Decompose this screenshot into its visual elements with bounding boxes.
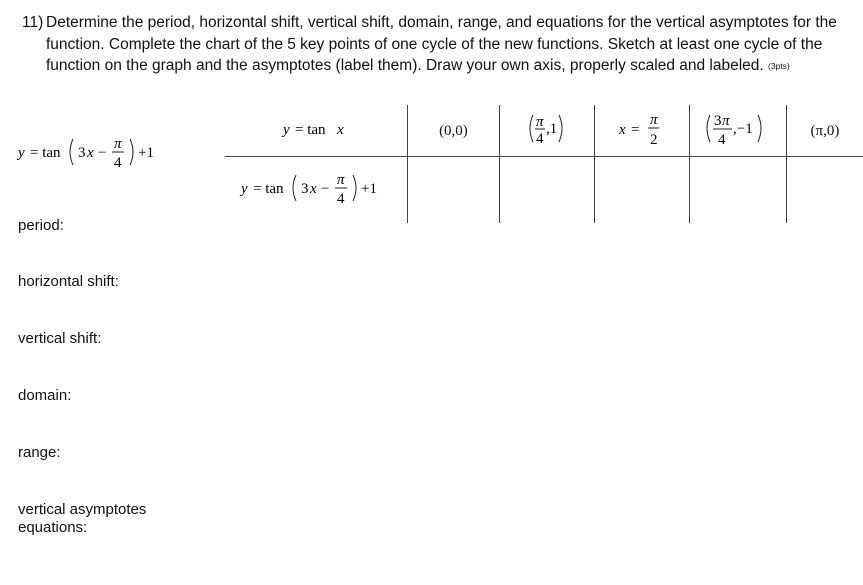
svg-text:4: 4 — [337, 190, 345, 207]
chart-col-4 — [689, 105, 786, 157]
svg-text:y: y — [241, 180, 248, 197]
svg-text:π: π — [649, 111, 658, 128]
chart-header-function — [225, 105, 408, 157]
svg-text:x: x — [337, 122, 344, 138]
svg-text:= tan: = tan — [253, 180, 284, 197]
period-label: period: — [18, 217, 64, 234]
svg-text:y: y — [18, 145, 25, 161]
svg-text:x: x — [87, 145, 94, 161]
chart-row-function — [225, 157, 408, 224]
svg-text:,−1: ,−1 — [732, 120, 753, 137]
key-points-chart — [225, 105, 863, 223]
chart-col-5: (π,0) — [786, 105, 863, 157]
chart-cell-3[interactable] — [594, 157, 689, 224]
svg-text:4: 4 — [114, 155, 122, 171]
svg-text:4: 4 — [535, 130, 544, 147]
svg-text:3: 3 — [713, 112, 722, 129]
chart-col-1: (0,0) — [408, 105, 500, 157]
asymptotes-label — [18, 501, 146, 537]
svg-text:y: y — [283, 122, 290, 138]
svg-text:π: π — [337, 171, 345, 188]
svg-text:3: 3 — [78, 145, 86, 161]
svg-text:= tan: = tan — [295, 122, 326, 138]
horizontal-shift-label: horizontal shift: — [18, 273, 119, 290]
svg-text:x: x — [618, 121, 626, 138]
svg-text:+1: +1 — [361, 180, 377, 197]
svg-text:2: 2 — [649, 131, 658, 148]
chart-col-2 — [499, 105, 594, 157]
chart-cell-4[interactable] — [689, 157, 786, 224]
vertical-shift-label: vertical shift: — [18, 330, 102, 347]
svg-text:=: = — [630, 121, 640, 138]
domain-label: domain: — [18, 387, 72, 404]
chart-cell-5[interactable] — [786, 157, 863, 224]
points-label: (3pts) — [768, 61, 790, 71]
svg-text:x: x — [310, 180, 317, 197]
svg-text:4: 4 — [717, 131, 726, 148]
svg-text:−: − — [321, 180, 330, 197]
chart-cell-1[interactable] — [408, 157, 500, 224]
question-text: Determine the period, horizontal shift, vertical shift, domain, range, and equations for the vertical asymptotes for the function. Complete the chart of the 5 key points of one cycle of the new functions. Sketch at least one cycle of the function on the graph and the asymptotes (label them). Draw your own axis, properly scaled and labeled. — [46, 14, 837, 74]
chart-cell-2[interactable] — [499, 157, 594, 224]
svg-text:3: 3 — [301, 180, 309, 197]
svg-text:= tan: = tan — [30, 145, 61, 161]
asymptotes-label-line2: equations: — [18, 519, 88, 536]
svg-text:π: π — [114, 136, 122, 152]
svg-text:π: π — [535, 113, 544, 130]
question-number: 11) — [22, 14, 44, 31]
chart-col-3 — [594, 105, 689, 157]
range-label: range: — [18, 444, 61, 461]
asymptotes-label-line1: vertical asymptotes — [18, 501, 147, 518]
svg-text:π: π — [721, 112, 730, 129]
svg-text:−: − — [98, 145, 107, 161]
svg-text:+1: +1 — [138, 145, 154, 161]
function-label — [16, 128, 186, 176]
question — [22, 12, 846, 78]
svg-text:,1: ,1 — [545, 120, 558, 137]
